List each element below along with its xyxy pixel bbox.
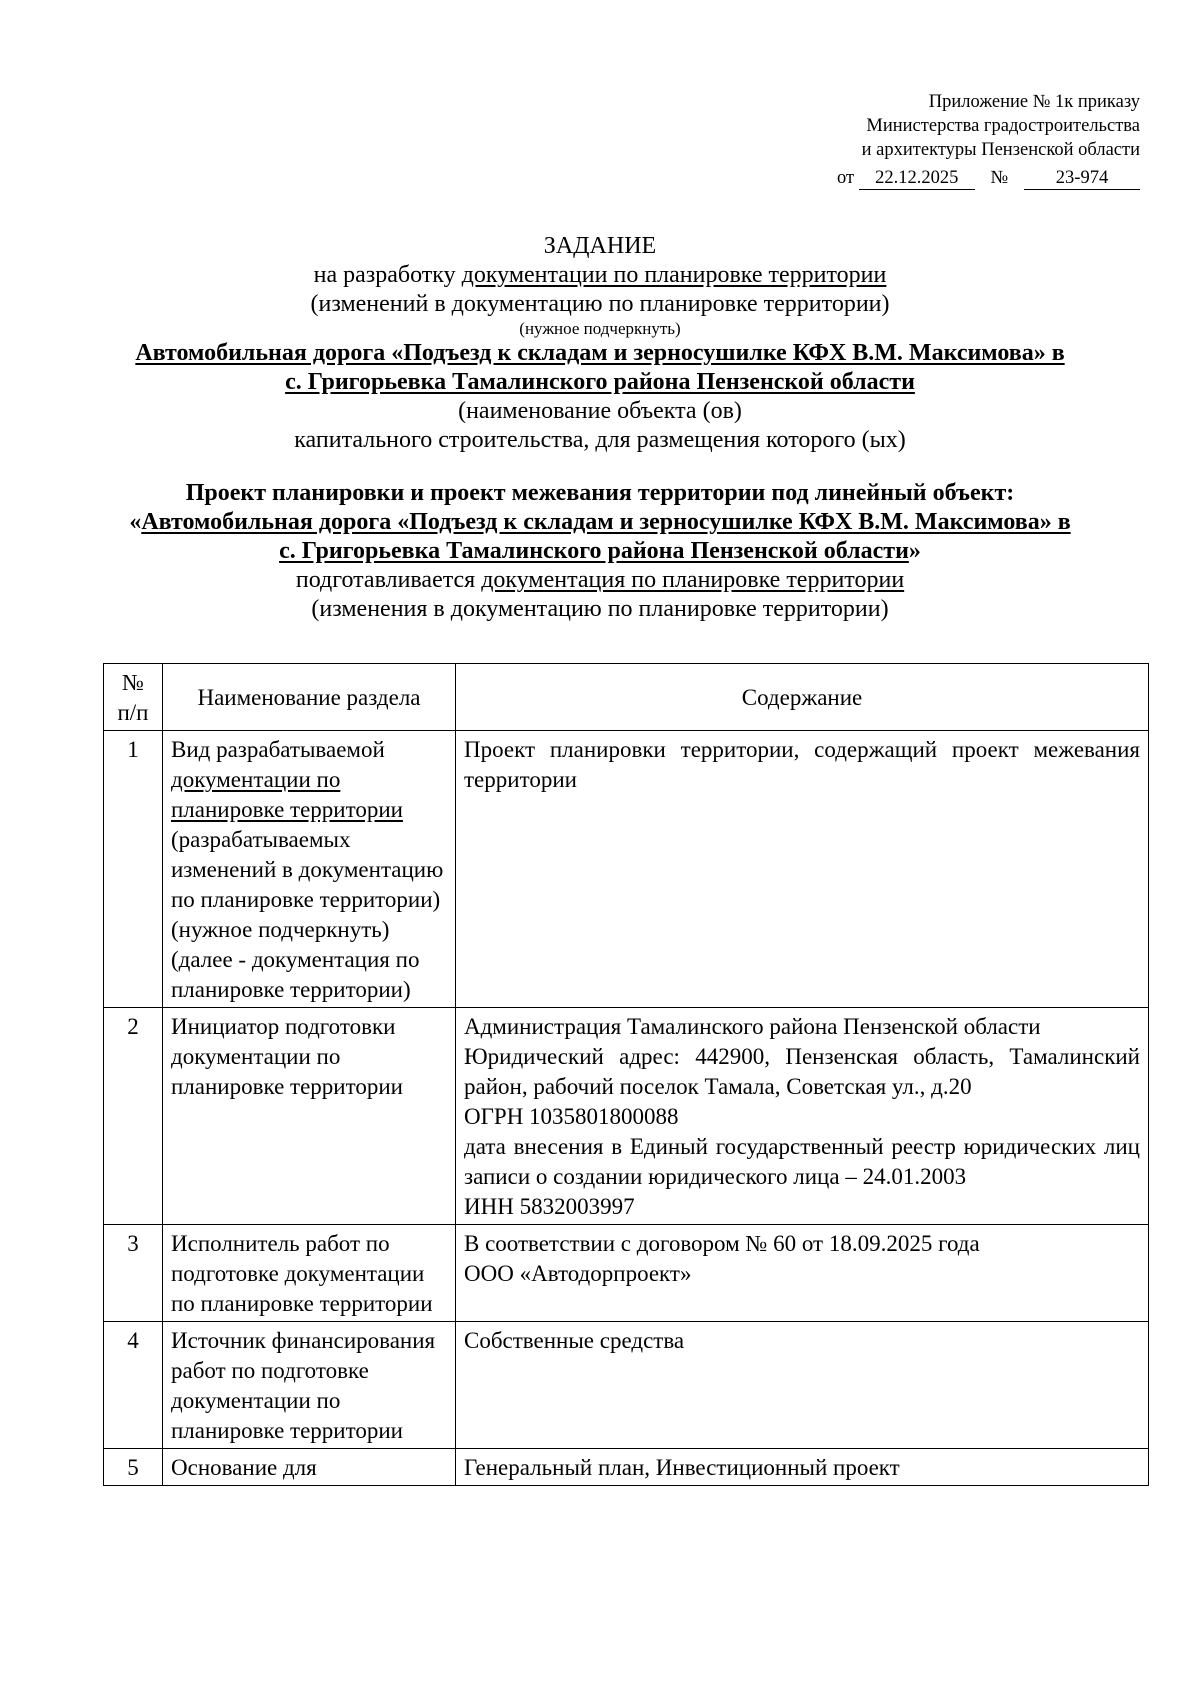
document-header [100,232,1100,624]
number-label: № [990,168,1009,188]
project-name-line-1 [100,508,1100,537]
header-content: Содержание [456,664,1149,731]
row-4-content: Собственные средства [456,1322,1149,1449]
approval-line-2: Министерства градостроительства [866,116,1140,136]
table-row [104,731,1149,1008]
row-1-section-part-4: (разрабатываемых изменений в документацию по планировке территории) (нужное подчеркнуть) (далее - документация по планировке территории) [171,827,444,1002]
object-name-line-1: Автомобильная дорога «Подъезд к складам и зерносушилке КФХ В.М. Максимова» в [135,340,1065,366]
table-row [104,1449,1149,1486]
project-name-line-2 [100,537,1100,566]
row-5-num: 5 [104,1449,163,1486]
row-5-content: Генеральный план, Инвестиционный проект [456,1449,1149,1486]
order-number: 23-974 [1024,167,1140,190]
prepared-prefix: подготавливается [295,567,482,593]
project-quote-close: » [908,538,921,564]
project-title: Проект планировки и проект межевания территории под линейный объект: [185,480,1015,506]
from-label: от [837,168,855,188]
row-3-num: 3 [104,1225,163,1322]
project-name-2: с. Григорьевка Тамалинского района Пензенской области [279,538,909,564]
row-2-content-2: Юридический адрес: 442900, Пензенская область, Тамалинский район, рабочий поселок Тамала, Советская ул., д.20 [464,1044,1140,1099]
row-2-section: Инициатор подготовки документации по планировке территории [163,1008,456,1225]
row-1-content: Проект планировки территории, содержащий проект межевания территории [456,731,1149,1008]
project-quote-open: « [129,509,142,535]
header-num: № п/п [104,664,163,731]
row-5-section: Основание для [163,1449,456,1486]
object-caption-1: (наименование объекта (ов) [458,398,742,424]
approval-date-line [780,166,1140,190]
row-3-content [456,1225,1149,1322]
header-line-1-prefix: на разработку [313,262,462,288]
order-date: 22.12.2025 [859,167,975,190]
row-1-section-part-3: планировке территории [171,797,403,822]
row-3-content-2: ООО «Автодорпроект» [464,1261,692,1286]
row-2-content-5: ИНН 5832003997 [464,1194,635,1219]
table-row [104,1322,1149,1449]
project-name-1: Автомобильная дорога «Подъезд к складам и зерносушилке КФХ В.М. Максимова» в [141,509,1071,535]
approval-line-1: Приложение № 1к приказу [928,92,1140,112]
header-section: Наименование раздела [163,664,456,731]
prepared-underlined: документация по планировке территории [481,567,905,593]
row-2-content-1: Администрация Тамалинского района Пензенской области [464,1014,1041,1039]
row-1-section-part-1: Вид разрабатываемой [171,737,385,762]
row-4-section: Источник финансирования работ по подготовке документации по планировке территории [163,1322,456,1449]
prepared-line [100,566,1100,595]
row-2-content [456,1008,1149,1225]
document-title: ЗАДАНИЕ [543,233,657,259]
row-1-section-part-2: документации по [171,767,341,792]
row-1-section [163,731,456,1008]
object-caption-2: капитального строительства, для размещения которого (ых) [294,427,906,453]
row-2-content-4: дата внесения в Единый государственный реестр юридических лиц записи о создании юридического лица – 24.01.2003 [464,1134,1140,1189]
row-4-num: 4 [104,1322,163,1449]
row-2-num: 2 [104,1008,163,1225]
header-line-1 [100,261,1100,290]
row-1-num: 1 [104,731,163,1008]
approval-line-3: и архитектуры Пензенской области [861,140,1140,160]
header-line-1-underlined: документации по планировке территории [461,262,887,288]
row-3-content-1: В соответствии с договором № 60 от 18.09.2025 года [464,1231,980,1256]
approval-block [780,90,1140,190]
header-line-2: (изменений в документацию по планировке территории) [310,291,890,317]
table-row [104,1225,1149,1322]
prepared-alt: (изменения в документацию по планировке территории) [311,596,889,622]
table-header-row [104,664,1149,731]
task-table [103,663,1149,1486]
object-name-line-2: с. Григорьевка Тамалинского района Пензенской области [285,369,915,395]
row-3-section: Исполнитель работ по подготовке документации по планировке территории [163,1225,456,1322]
table-row [104,1008,1149,1225]
header-note: (нужное подчеркнуть) [519,319,681,338]
row-2-content-3: ОГРН 1035801800088 [464,1104,679,1129]
